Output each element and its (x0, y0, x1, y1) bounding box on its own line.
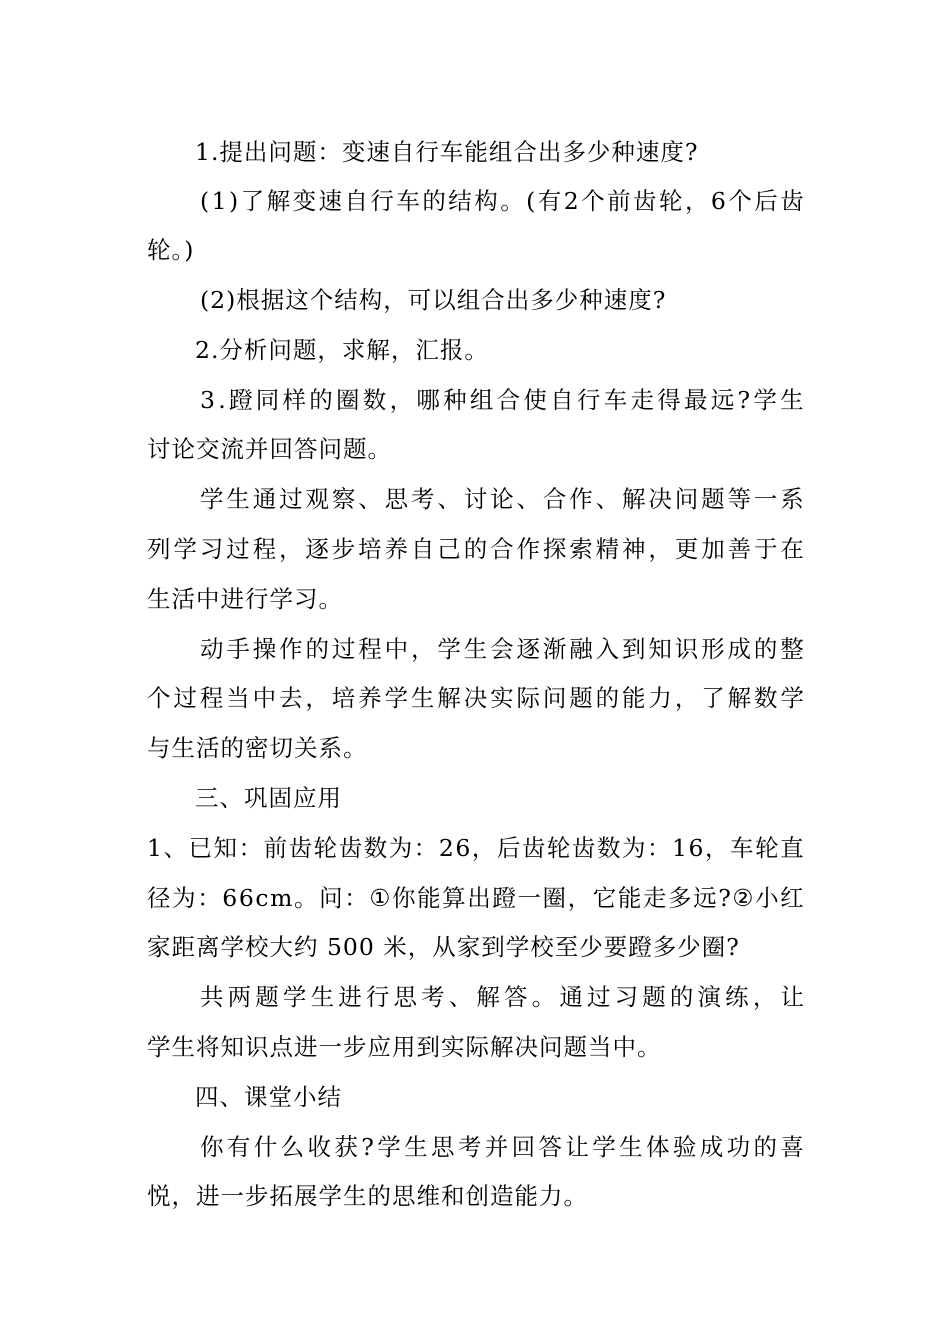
text-line-17: 家距离学校大约 500 米，从家到学校至少要蹬多少圈? (147, 933, 740, 961)
text-line-1: 1.提出问题：变速自行车能组合出多少种速度? (195, 138, 699, 166)
text-line-21: 你 有 什 么 收 获 ? 学 生 思 考 并 回 答 让 学 生 体 验 成 功 的 喜 (200, 1133, 805, 1161)
text-line-12: 个 过 程 当 中 去 ， 培 养 学 生 解 决 实 际 问 题 的 能 力 ， 了 解 数 学 (147, 684, 805, 712)
text-line-19: 学生将知识点进一步应用到实际解决问题当中。 (147, 1033, 662, 1061)
text-line-15: 1 、 已 知 ： 前 齿 轮 齿 数 为 ： 2 6 ， 后 齿 轮 齿 数 为 ： 1 6 ， 车 轮 直 (147, 834, 805, 862)
text-line-10: 生活中进行学习。 (147, 585, 343, 613)
text-line-6: 3 . 蹬 同 样 的 圈 数 ， 哪 种 组 合 使 自 行 车 走 得 最 远 ? 学 生 (200, 386, 805, 414)
text-line-16: 径 为 ： 6 6 c m 。 问 ： ① 你 能 算 出 蹬 一 圈 ， 它 能 走 多 远 ? ② 小 红 (147, 884, 805, 912)
text-line-9: 列 学 习 过 程 ， 逐 步 培 养 自 己 的 合 作 探 索 精 神 ， 更 加 善 于 在 (147, 535, 805, 563)
text-line-13: 与生活的密切关系。 (147, 734, 368, 762)
text-line-7: 讨论交流并回答问题。 (147, 435, 392, 463)
text-line-4: (2)根据这个结构，可以组合出多少种速度? (200, 286, 667, 314)
section-heading-3: 三、巩固应用 (195, 784, 342, 812)
text-line-18: 共 两 题 学 生 进 行 思 考 、 解 答 。 通 过 习 题 的 演 练 ， 让 (200, 983, 805, 1011)
text-line-11: 动 手 操 作 的 过 程 中 ， 学 生 会 逐 渐 融 入 到 知 识 形 成 的 整 (200, 635, 805, 663)
text-line-5: 2.分析问题，求解，汇报。 (195, 336, 489, 364)
text-line-2: ( 1 ) 了 解 变 速 自 行 车 的 结 构 。 ( 有 2 个 前 齿 轮 ， 6 个 后 齿 (200, 187, 805, 215)
text-line-8: 学 生 通 过 观 察 、 思 考 、 讨 论 、 合 作 、 解 决 问 题 等 一 系 (200, 485, 805, 513)
text-line-3: 轮。) (147, 236, 195, 264)
section-heading-4: 四、课堂小结 (195, 1083, 342, 1111)
text-line-22: 悦，进一步拓展学生的思维和创造能力。 (147, 1182, 588, 1210)
